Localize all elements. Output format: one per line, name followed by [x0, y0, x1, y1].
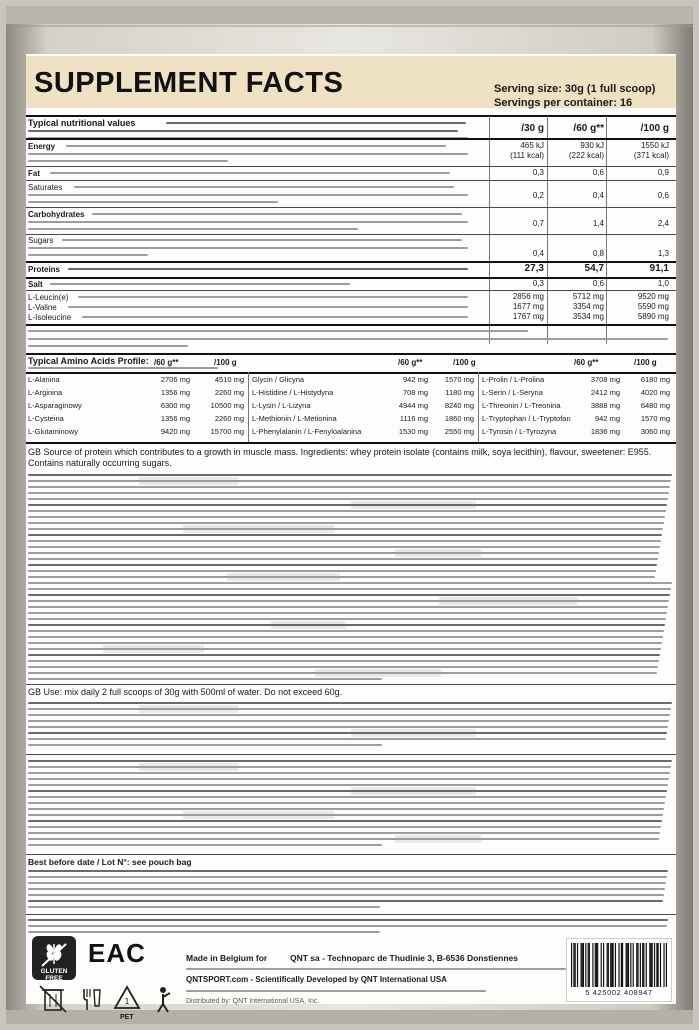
barcode-bar: [589, 943, 590, 987]
microprint-line: [28, 820, 662, 822]
importer-text: [186, 990, 486, 992]
row-label-leucine: L-Leucin(e): [28, 293, 69, 302]
microprint-line: [28, 778, 669, 780]
column-divider: [606, 116, 607, 344]
amino-name: L-Glutaminowy: [28, 427, 79, 436]
multilingual-text: [28, 247, 468, 249]
divider: [26, 115, 676, 117]
barcode-bar: [630, 943, 631, 987]
amino-value: 4510 mg: [214, 375, 244, 384]
energy-100g-kj: 1550 kJ: [640, 141, 669, 150]
multilingual-text: [62, 239, 462, 241]
eac-logo: EAC: [88, 938, 146, 968]
saturates-60g: 0,4: [592, 191, 604, 200]
row-label-salt: Salt: [28, 280, 43, 289]
microprint-line: [28, 588, 671, 590]
saturates-100g: 0,6: [657, 191, 669, 200]
serving-size: Serving size: 30g (1 full scoop): [494, 83, 656, 95]
amino-value: 2260 mg: [214, 388, 244, 397]
multilingual-text: [28, 201, 278, 203]
microprint-line: [28, 808, 664, 810]
microprint-line: [28, 576, 655, 578]
microprint-line: [28, 844, 382, 846]
valine-100g: 5590 mg: [637, 302, 669, 311]
row-label-valine: L-Valine: [28, 303, 57, 312]
microprint-line: [28, 498, 668, 500]
barcode-box: [566, 938, 672, 1002]
amino-value: 1570 mg: [444, 375, 474, 384]
barcode-bar: [636, 943, 637, 987]
barcode-bar: [656, 943, 657, 987]
microprint-line: [28, 504, 667, 506]
microprint-line: [28, 814, 663, 816]
barcode-bar: [601, 943, 602, 987]
fat-60g: 0,6: [592, 168, 604, 177]
divider: [26, 207, 676, 208]
manufacturer-text: [186, 968, 566, 970]
multilingual-text: [28, 228, 358, 230]
energy-60g-kj: 930 kJ: [580, 141, 604, 150]
barcode-bar: [663, 943, 664, 987]
barcode-bar: [608, 943, 609, 987]
isoleucine-60g: 3534 mg: [572, 312, 604, 321]
barcode: [567, 939, 671, 989]
microprint-line: [28, 919, 668, 921]
microprint-line: [28, 876, 667, 878]
col-30g: /30 g: [521, 123, 544, 134]
microprint-line: [28, 480, 671, 482]
microprint-line: [28, 474, 672, 476]
barcode-number: 5 425002 408947: [585, 988, 653, 997]
amino-value: 10500 mg: [210, 401, 244, 410]
amino-value: 3060 mg: [640, 427, 670, 436]
column-divider: [489, 116, 490, 344]
multilingual-text: [28, 130, 458, 132]
amino-col1-100g: /100 g: [214, 358, 237, 367]
gluten-free-logo: [32, 936, 76, 980]
fat-100g: 0,9: [657, 168, 669, 177]
divider: [26, 261, 676, 263]
amino-value: 6300 mg: [160, 401, 190, 410]
amino-value: 8240 mg: [444, 401, 474, 410]
barcode-bar: [649, 943, 650, 987]
microprint-line: [28, 790, 667, 792]
amino-heading: Typical Amino Acids Profile:: [28, 356, 149, 366]
divider: [26, 684, 676, 685]
amino-value: 2412 mg: [590, 388, 620, 397]
microprint-line: [28, 612, 667, 614]
amino-value: 1836 mg: [590, 427, 620, 436]
valine-60g: 3354 mg: [572, 302, 604, 311]
barcode-bar: [654, 943, 655, 987]
amino-col1-60g: /60 g**: [154, 358, 179, 367]
amino-value: 15700 mg: [210, 427, 244, 436]
microprint-line: [28, 796, 666, 798]
multilingual-text: [28, 194, 468, 196]
barcode-bar: [646, 943, 647, 987]
salt-100g: 1,0: [657, 279, 669, 288]
isoleucine-100g: 5890 mg: [637, 312, 669, 321]
microprint-line: [28, 931, 380, 933]
barcode-bar: [621, 943, 622, 987]
microprint-line: [28, 654, 660, 656]
row-label-fat: Fat: [28, 169, 40, 178]
barcode-bar: [611, 943, 612, 987]
recycle-bin-icon: [36, 984, 72, 1014]
barcode-bar: [622, 943, 623, 987]
microprint-line: [28, 714, 670, 716]
microprint-line: [28, 784, 668, 786]
multilingual-text: [166, 122, 466, 124]
amino-name: L-Asparaginowy: [28, 401, 82, 410]
amino-col3-100g: /100 g: [634, 358, 657, 367]
amino-value: 708 mg: [402, 388, 428, 397]
barcode-bar: [615, 943, 616, 987]
microprint-line: [28, 888, 665, 890]
supplement-facts-label: [26, 54, 676, 1021]
amino-value: 3888 mg: [590, 401, 620, 410]
barcode-bar: [666, 943, 667, 987]
amino-value: 9420 mg: [160, 427, 190, 436]
barcode-bar: [658, 943, 659, 987]
microprint-line: [28, 708, 671, 710]
barcode-bar: [618, 943, 619, 987]
amino-value: 1570 mg: [640, 414, 670, 423]
row-label-proteins: Proteins: [28, 265, 61, 274]
amino-value: 1180 mg: [445, 388, 474, 397]
microprint-line: [28, 882, 666, 884]
microprint-line: [28, 870, 668, 872]
pet-label: PET: [120, 1014, 134, 1021]
microprint-line: [28, 726, 668, 728]
col-100g: /100 g: [640, 123, 669, 134]
sugars-30g: 0,4: [532, 249, 544, 258]
row-label-carbohydrates: Carbohydrates: [28, 210, 85, 219]
leucine-30g: 2856 mg: [512, 292, 544, 301]
microprint-line: [28, 546, 660, 548]
barcode-bar: [596, 943, 597, 987]
barcode-bar: [626, 943, 627, 987]
amino-col2-100g: /100 g: [453, 358, 476, 367]
proteins-100g: 91,1: [649, 263, 669, 274]
salt-60g: 0,6: [592, 279, 604, 288]
microprint-line: [28, 802, 665, 804]
leucine-60g: 5712 mg: [572, 292, 604, 301]
microprint-line: [28, 492, 669, 494]
tidyman-icon: [148, 984, 178, 1014]
microprint-line: [28, 720, 669, 722]
gluten-free-text: GLUTEN FREE: [40, 968, 68, 982]
amino-value: 1860 mg: [444, 414, 474, 423]
microprint-line: [28, 666, 658, 668]
microprint-line: [28, 558, 658, 560]
amino-value: 1530 mg: [398, 427, 428, 436]
column-divider: [478, 372, 479, 442]
microprint-line: [28, 540, 661, 542]
divider: [26, 754, 676, 755]
microprint-line: [28, 570, 656, 572]
amino-value: 942 mg: [402, 375, 428, 384]
barcode-bar: [643, 943, 644, 987]
energy-60g-kcal: (222 kcal): [568, 151, 604, 160]
column-divider: [248, 372, 249, 442]
amino-name: L-Methionin / L-Metionina: [252, 414, 337, 423]
barcode-bar: [612, 943, 613, 987]
microprint-line: [28, 516, 665, 518]
multilingual-text: [82, 316, 468, 318]
amino-value: 4020 mg: [640, 388, 670, 397]
amino-name: L-Alanina: [28, 375, 60, 384]
made-in-label: Made in Belgium for: [186, 953, 268, 963]
multilingual-text: [74, 186, 454, 188]
sugars-60g: 0,8: [592, 249, 604, 258]
row-label-energy: Energy: [28, 142, 56, 151]
proteins-60g: 54,7: [584, 263, 604, 274]
proteins-30g: 27,3: [524, 263, 544, 274]
divider: [26, 234, 676, 235]
microprint-line: [28, 528, 663, 530]
col-60g: /60 g**: [573, 123, 604, 134]
barcode-bar: [627, 943, 628, 987]
nutrition-heading: Typical nutritional values: [28, 118, 136, 128]
barcode-bar: [582, 943, 583, 987]
valine-30g: 1677 mg: [512, 302, 544, 311]
amino-value: 4944 mg: [398, 401, 428, 410]
multilingual-text: [68, 306, 468, 308]
amino-value: 6480 mg: [640, 401, 670, 410]
amino-value: 2550 mg: [444, 427, 474, 436]
barcode-bar: [595, 943, 596, 987]
distributor-note: Distributed by: QNT International USA, Inc.: [186, 998, 320, 1005]
barcode-bar: [580, 943, 581, 987]
barcode-bar: [633, 943, 634, 987]
multilingual-text: [66, 145, 446, 147]
recycling-triangle-icon: [112, 984, 142, 1014]
multilingual-text: [28, 254, 148, 256]
barcode-bar: [652, 943, 653, 987]
multilingual-text: [50, 172, 450, 174]
barcode-bar: [660, 943, 661, 987]
divider: [26, 914, 676, 915]
divider: [26, 277, 676, 279]
microprint-line: [28, 534, 662, 536]
microprint-line: [28, 618, 666, 620]
microprint-line: [28, 760, 672, 762]
barcode-bar: [628, 943, 629, 987]
amino-value: 1116 mg: [399, 414, 428, 423]
carbohydrates-60g: 1,4: [592, 219, 604, 228]
amino-col2-60g: /60 g**: [398, 358, 423, 367]
barcode-bar: [592, 943, 593, 987]
microprint-line: [28, 772, 670, 774]
multilingual-text: [50, 283, 350, 285]
amino-col3-60g: /60 g**: [574, 358, 599, 367]
barcode-bar: [583, 943, 584, 987]
multilingual-text: [92, 213, 462, 215]
microprint-line: [28, 582, 672, 584]
carbohydrates-100g: 2,4: [657, 219, 669, 228]
directions-english: GB Use: mix daily 2 full scoops of 30g with 500ml of water. Do not exceed 60g.: [28, 687, 343, 697]
microprint-line: [28, 636, 663, 638]
microprint-line: [28, 766, 671, 768]
divider: [26, 854, 676, 855]
footnote-text: [28, 345, 188, 347]
column-divider: [547, 116, 548, 344]
multilingual-text: [68, 268, 468, 270]
microprint-line: [28, 522, 664, 524]
microprint-line: [28, 660, 659, 662]
amino-name: L-Arginina: [28, 388, 63, 397]
microprint-line: [28, 900, 663, 902]
barcode-bar: [603, 943, 604, 987]
multilingual-text: [78, 296, 468, 298]
barcode-bar: [607, 943, 608, 987]
amino-name: Glycin / Glicyna: [252, 375, 305, 384]
amino-name: L-Cysteina: [28, 414, 64, 423]
row-label-isoleucine: L-Isoleucine: [28, 313, 72, 322]
sugars-100g: 1,3: [657, 249, 669, 258]
divider: [26, 324, 676, 326]
amino-value: 3708 mg: [590, 375, 620, 384]
barcode-bar: [637, 943, 638, 987]
microprint-line: [28, 594, 670, 596]
microprint-line: [28, 510, 666, 512]
amino-name: L-Threonin / L-Treonina: [482, 401, 561, 410]
barcode-bar: [640, 943, 641, 987]
microprint-line: [28, 600, 669, 602]
multilingual-text: [28, 221, 468, 223]
website-signature: QNTSPORT.com - Scientifically Developed by QNT International USA: [186, 975, 447, 984]
row-label-sugars: Sugars: [28, 236, 54, 245]
microprint-line: [28, 642, 662, 644]
saturates-30g: 0,2: [532, 191, 544, 200]
amino-name: L-Prolin / L-Prolina: [482, 375, 545, 384]
microprint-line: [28, 624, 665, 626]
divider: [26, 372, 676, 374]
barcode-bar: [650, 943, 651, 987]
salt-30g: 0,3: [532, 279, 544, 288]
microprint-line: [28, 678, 382, 680]
amino-name: L-Tyrosin / L-Tyrozyna: [482, 427, 557, 436]
multilingual-text: [28, 153, 468, 155]
fat-30g: 0,3: [532, 168, 544, 177]
energy-100g-kcal: (371 kcal): [633, 151, 669, 160]
barcode-bar: [585, 943, 586, 987]
made-in-company: QNT sa - Technoparc de Thudinie 3, B-6536 Donstiennes: [290, 953, 518, 963]
barcode-bar: [571, 943, 572, 987]
microprint-line: [28, 838, 659, 840]
divider: [26, 353, 676, 355]
microprint-line: [28, 486, 670, 488]
microprint-line: [28, 732, 667, 734]
divider: [26, 180, 676, 181]
microprint-line: [28, 826, 661, 828]
amino-name: L-Serin / L-Seryna: [482, 388, 543, 397]
cup-fork-icon: [76, 984, 106, 1014]
energy-30g-kj: 465 kJ: [520, 141, 544, 150]
barcode-bar: [577, 943, 578, 987]
amino-value: 1356 mg: [160, 414, 190, 423]
microprint-line: [28, 906, 380, 908]
svg-text:1: 1: [124, 997, 130, 1006]
microprint-line: [28, 630, 664, 632]
microprint-line: [28, 738, 666, 740]
microprint-line: [28, 832, 660, 834]
divider: [26, 138, 676, 140]
divider: [26, 166, 676, 167]
microprint-line: [28, 552, 659, 554]
amino-name: L-Lysin / L-Lizyna: [252, 401, 311, 410]
page-title: SUPPLEMENT FACTS: [34, 67, 344, 99]
amino-value: 942 mg: [594, 414, 620, 423]
microprint-line: [28, 606, 668, 608]
barcode-bar: [610, 943, 611, 987]
microprint-line: [28, 648, 661, 650]
carbohydrates-30g: 0,7: [532, 219, 544, 228]
divider: [26, 290, 676, 291]
servings-per-container: Servings per container: 16: [494, 97, 633, 109]
microprint-line: [28, 672, 657, 674]
amino-value: 6180 mg: [640, 375, 670, 384]
amino-value: 2706 mg: [160, 375, 190, 384]
isoleucine-30g: 1767 mg: [512, 312, 544, 321]
microprint-line: [28, 702, 672, 704]
microprint-line: [28, 925, 667, 927]
barcode-bar: [642, 943, 643, 987]
microprint-line: [28, 564, 657, 566]
barcode-bar: [588, 943, 589, 987]
barcode-bar: [575, 943, 576, 987]
amino-value: 2260 mg: [214, 414, 244, 423]
amino-name: L-Histidine / L-Histydyna: [252, 388, 334, 397]
microprint-line: [28, 894, 664, 896]
energy-30g-kcal: (111 kcal): [510, 151, 544, 160]
ingredients-english: GB Source of protein which contributes to a growth in muscle mass. Ingredients: whey protein isolate (contains milk, soya lecithin), flavour, sweetener: E955. Contains naturally occurring sugars.: [28, 447, 652, 468]
microprint-line: [28, 744, 382, 746]
multilingual-text: [28, 160, 228, 162]
barcode-bar: [597, 943, 598, 987]
best-before: Best before date / Lot N°: see pouch bag: [28, 857, 192, 867]
amino-name: L-Tryptophan / L-Tryptofan: [482, 414, 571, 423]
divider: [26, 442, 676, 444]
barcode-bar: [573, 943, 574, 987]
amino-name: L-Phenylalanin / L-Fenyloalanina: [252, 427, 362, 436]
amino-value: 1356 mg: [160, 388, 190, 397]
row-label-saturates: Saturates: [28, 183, 63, 192]
leucine-100g: 9520 mg: [637, 292, 669, 301]
multilingual-text: [28, 367, 218, 369]
footnote-text: [28, 330, 528, 332]
footnote-text: [28, 338, 668, 340]
